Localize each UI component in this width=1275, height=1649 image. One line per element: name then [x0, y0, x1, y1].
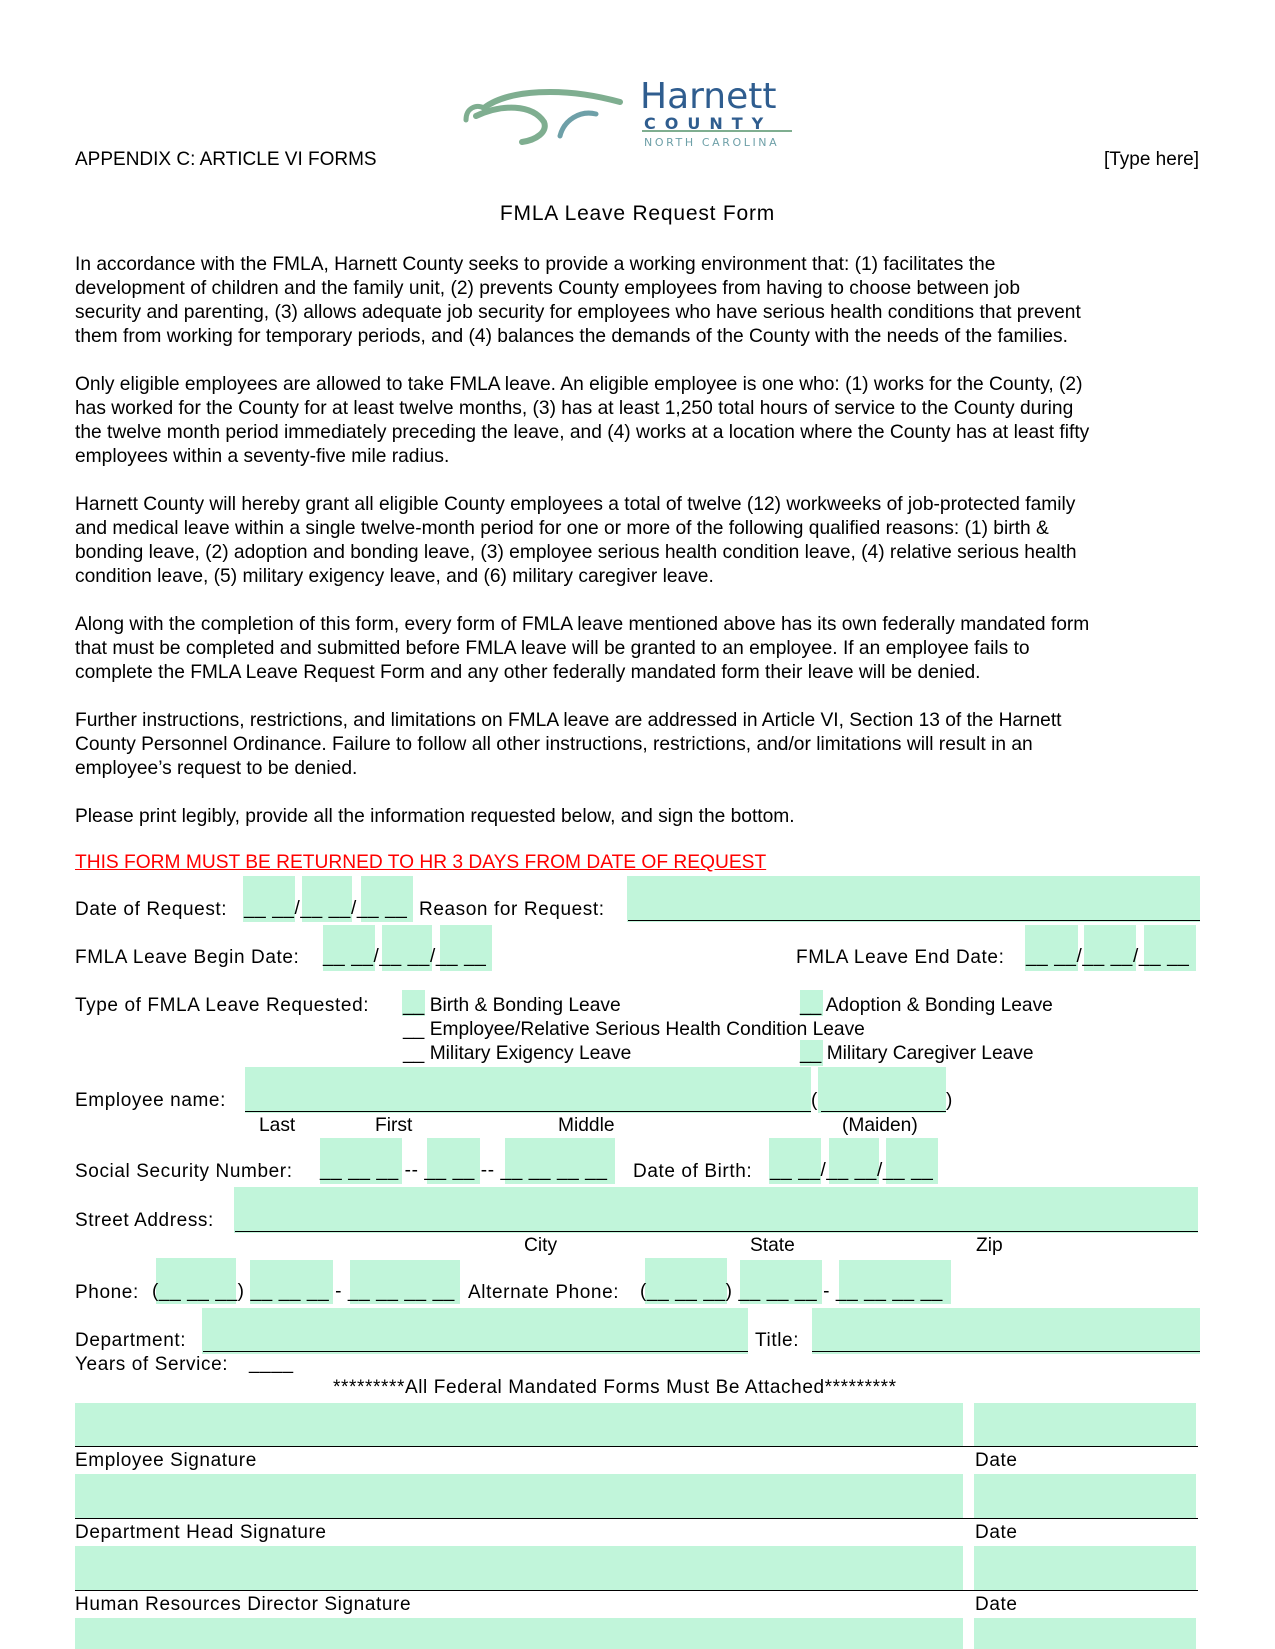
federal-forms-note: *********All Federal Mandated Forms Must Be Attached********* [333, 1377, 897, 1398]
end-date-blank: __ __/__ __/__ __ [1026, 946, 1190, 967]
department-label: Department: [75, 1330, 187, 1351]
employee-signature-field[interactable] [75, 1403, 963, 1447]
leave-type-label: Type of FMLA Leave Requested: [75, 995, 370, 1016]
department-head-signature-line [75, 1518, 1198, 1519]
phone-blank: (__ __ __) __ __ __ - __ __ __ __ [152, 1281, 455, 1302]
alt-phone-blank: (__ __ __) __ __ __ - __ __ __ __ [640, 1281, 943, 1302]
dob-label: Date of Birth: [633, 1161, 753, 1182]
employee-signature-line [75, 1446, 1198, 1447]
extra-signature-field[interactable] [75, 1618, 963, 1649]
date-of-request-label: Date of Request: [75, 899, 228, 920]
serious-health-option: __ Employee/Relative Serious Health Condition Leave [403, 1019, 865, 1040]
military-exigency-option: __ Military Exigency Leave [403, 1043, 632, 1064]
department-field[interactable] [202, 1308, 748, 1354]
paragraph-eligibility: Only eligible employees are allowed to take FMLA leave. An eligible employee is one who: (1) works for the County, (2) has worked for the County for at least twelve months, (3) has at least 1,250 total hours of service to the County during the twelve month period immediately preceding the leave, and (4) works at a location where the County has at least fifty employees within a seventy-five mile radius. [75, 374, 1090, 467]
department-head-signature-field[interactable] [75, 1474, 963, 1518]
employee-date-field[interactable] [974, 1403, 1196, 1447]
return-warning: THIS FORM MUST BE RETURNED TO HR 3 DAYS FROM DATE OF REQUEST [75, 852, 767, 873]
employee-name-label: Employee name: [75, 1090, 226, 1111]
maiden-name-field[interactable] [818, 1067, 946, 1113]
request-date-blank: __ __/__ __/__ __ [244, 898, 408, 919]
state-sublabel: State [750, 1235, 795, 1256]
employee-name-underline [245, 1111, 811, 1112]
begin-date-label: FMLA Leave Begin Date: [75, 947, 300, 968]
first-sublabel: First [375, 1115, 413, 1136]
birth-bonding-option: __ Birth & Bonding Leave [403, 995, 621, 1016]
street-address-underline [235, 1231, 1198, 1232]
phone-label: Phone: [75, 1282, 139, 1303]
hr-director-date-field[interactable] [974, 1546, 1196, 1590]
middle-sublabel: Middle [558, 1115, 615, 1136]
appendix-heading: APPENDIX C: ARTICLE VI FORMS [75, 149, 377, 170]
last-sublabel: Last [259, 1115, 296, 1136]
begin-date-blank: __ __/__ __/__ __ [323, 946, 487, 967]
city-sublabel: City [524, 1235, 558, 1256]
paragraph-instructions: Further instructions, restrictions, and limitations on FMLA leave are addressed in Article VI, Section 13 of the Harnett County Personnel Ordinance. Failure to follow all other instructions, restrictions, and/or limitations will result in an employee’s request to be denied. [75, 710, 1062, 779]
logo-state: NORTH CAROLINA [644, 136, 780, 149]
ssn-label: Social Security Number: [75, 1161, 293, 1182]
reason-field[interactable] [627, 876, 1200, 922]
close-paren: ) [946, 1090, 953, 1111]
employee-signature-label: Employee Signature [75, 1450, 257, 1471]
department-head-date-field[interactable] [974, 1474, 1196, 1518]
open-paren: ( [811, 1090, 818, 1111]
logo-name: Harnett [640, 76, 777, 117]
extra-date-field[interactable] [974, 1618, 1196, 1649]
paragraph-leave-grant: Harnett County will hereby grant all eligible County employees a total of twelve (12) workweeks of job-protected family and medical leave within a single twelve-month period for one or more of the following qualified reasons: (1) birth & bonding leave, (2) adoption and bonding leave, (3) employee serious health condition leave, (4) relative serious health condition leave, (5) military exigency leave, and (6) military caregiver leave. [75, 494, 1077, 587]
alt-phone-label: Alternate Phone: [468, 1282, 620, 1303]
maiden-underline [821, 1111, 946, 1112]
years-of-service-blank[interactable]: ____ [249, 1353, 294, 1374]
title-label: Title: [755, 1330, 800, 1351]
ssn-blank: __ __ __ -- __ __ -- __ __ __ __ [320, 1160, 608, 1181]
department-underline [203, 1351, 748, 1352]
employee-name-field[interactable] [245, 1067, 811, 1113]
street-address-label: Street Address: [75, 1210, 214, 1231]
department-head-date-label: Date [975, 1522, 1018, 1543]
hr-director-date-label: Date [975, 1594, 1018, 1615]
logo-county: COUNTY [644, 114, 773, 133]
title-underline [812, 1351, 1200, 1352]
paragraph-print-legibly: Please print legibly, provide all the information requested below, and sign the bottom. [75, 806, 795, 827]
reason-label: Reason for Request: [419, 899, 605, 920]
hr-director-signature-line [75, 1590, 1198, 1591]
adoption-bonding-option: __ Adoption & Bonding Leave [800, 995, 1053, 1016]
reason-underline [628, 920, 1200, 921]
harnett-county-logo [462, 78, 802, 168]
dob-blank: __ __/__ __/__ __ [770, 1160, 934, 1181]
hr-director-signature-label: Human Resources Director Signature [75, 1594, 412, 1615]
street-address-field[interactable] [234, 1187, 1198, 1233]
zip-sublabel: Zip [976, 1235, 1003, 1256]
type-here-placeholder[interactable]: [Type here] [1103, 149, 1199, 170]
years-of-service-label: Years of Service: [75, 1354, 229, 1375]
employee-date-label: Date [975, 1450, 1018, 1471]
hr-director-signature-field[interactable] [75, 1546, 963, 1590]
paragraph-federal-forms: Along with the completion of this form, every form of FMLA leave mentioned above has its own federally mandated form that must be completed and submitted before FMLA leave will be granted to an employee. If an employee fails to complete the FMLA Leave Request Form and any other federally mandated form their leave will be denied. [75, 614, 1090, 683]
form-title: FMLA Leave Request Form [499, 202, 776, 225]
end-date-label: FMLA Leave End Date: [796, 947, 1005, 968]
title-field[interactable] [812, 1308, 1200, 1354]
paragraph-fmla-purpose: In accordance with the FMLA, Harnett County seeks to provide a working environment that: (1) facilitates the development of children and the family unit, (2) prevents County employees from having to choose between job security and parenting, (3) allows adequate job security for employees who have serious health conditions that prevent them from working for temporary periods, and (4) balances the demands of the County with the needs of the families. [75, 254, 1081, 347]
maiden-sublabel: (Maiden) [842, 1115, 918, 1136]
department-head-signature-label: Department Head Signature [75, 1522, 327, 1543]
military-caregiver-option: __ Military Caregiver Leave [800, 1043, 1034, 1064]
logo-divider [642, 130, 792, 132]
